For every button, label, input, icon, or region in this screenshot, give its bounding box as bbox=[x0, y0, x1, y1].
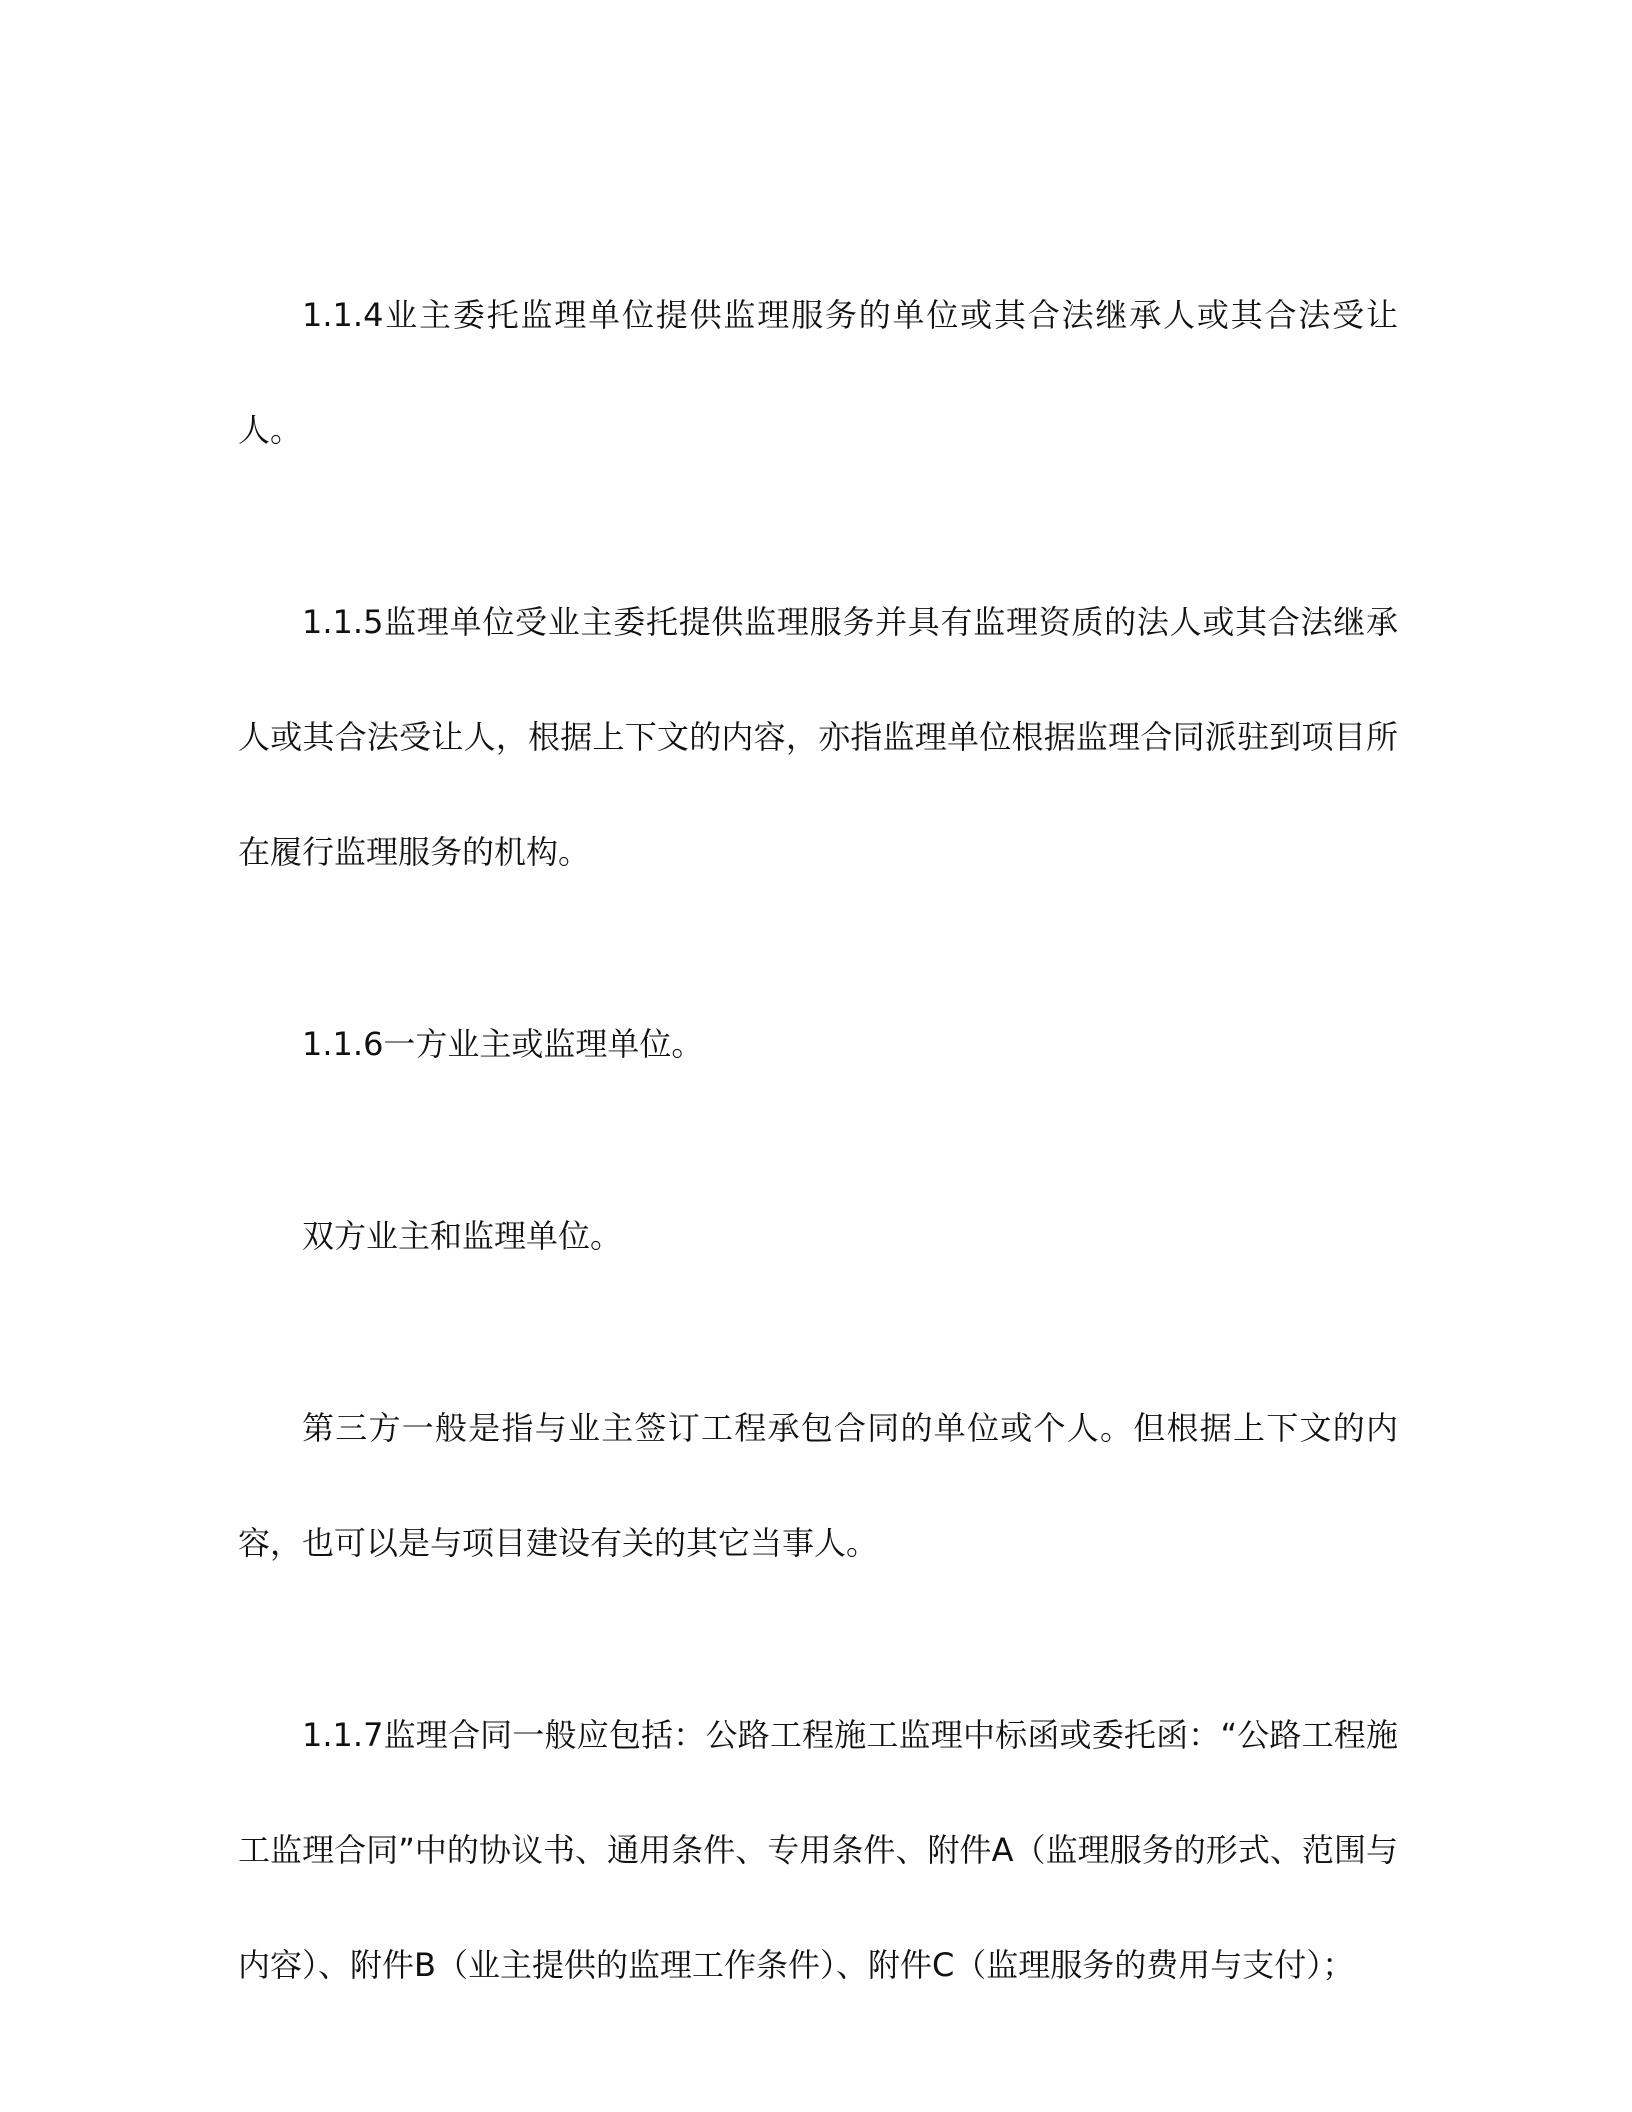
paragraph-1-1-7: 1.1.7监理合同一般应包括：公路工程施工监理中标函或委托函：“公路工程施工监理合同”中的协议书、通用条件、专用条件、附件A（监理服务的形式、范围与内容）、附件B（业主提供的监理工作条件）、附件C（监理服务的费用与支付）； bbox=[238, 1716, 1398, 1984]
paragraph-both-parties: 双方业主和监理单位。 bbox=[302, 1217, 623, 1255]
paragraph-1-1-5: 1.1.5监理单位受业主委托提供监理服务并具有监理资质的法人或其合法继承人或其合法受让人，根据上下文的内容，亦指监理单位根据监理合同派驻到项目所在履行监理服务的机构。 bbox=[238, 603, 1398, 871]
document-body bbox=[238, 258, 1398, 2023]
paragraph-1-1-6: 1.1.6一方业主或监理单位。 bbox=[302, 1025, 704, 1063]
paragraph-third-party: 第三方一般是指与业主签订工程承包合同的单位或个人。但根据上下文的内容，也可以是与项目建设有关的其它当事人。 bbox=[238, 1409, 1398, 1562]
paragraph-1-1-4: 1.1.4业主委托监理单位提供监理服务的单位或其合法继承人或其合法受让人。 bbox=[238, 296, 1398, 449]
